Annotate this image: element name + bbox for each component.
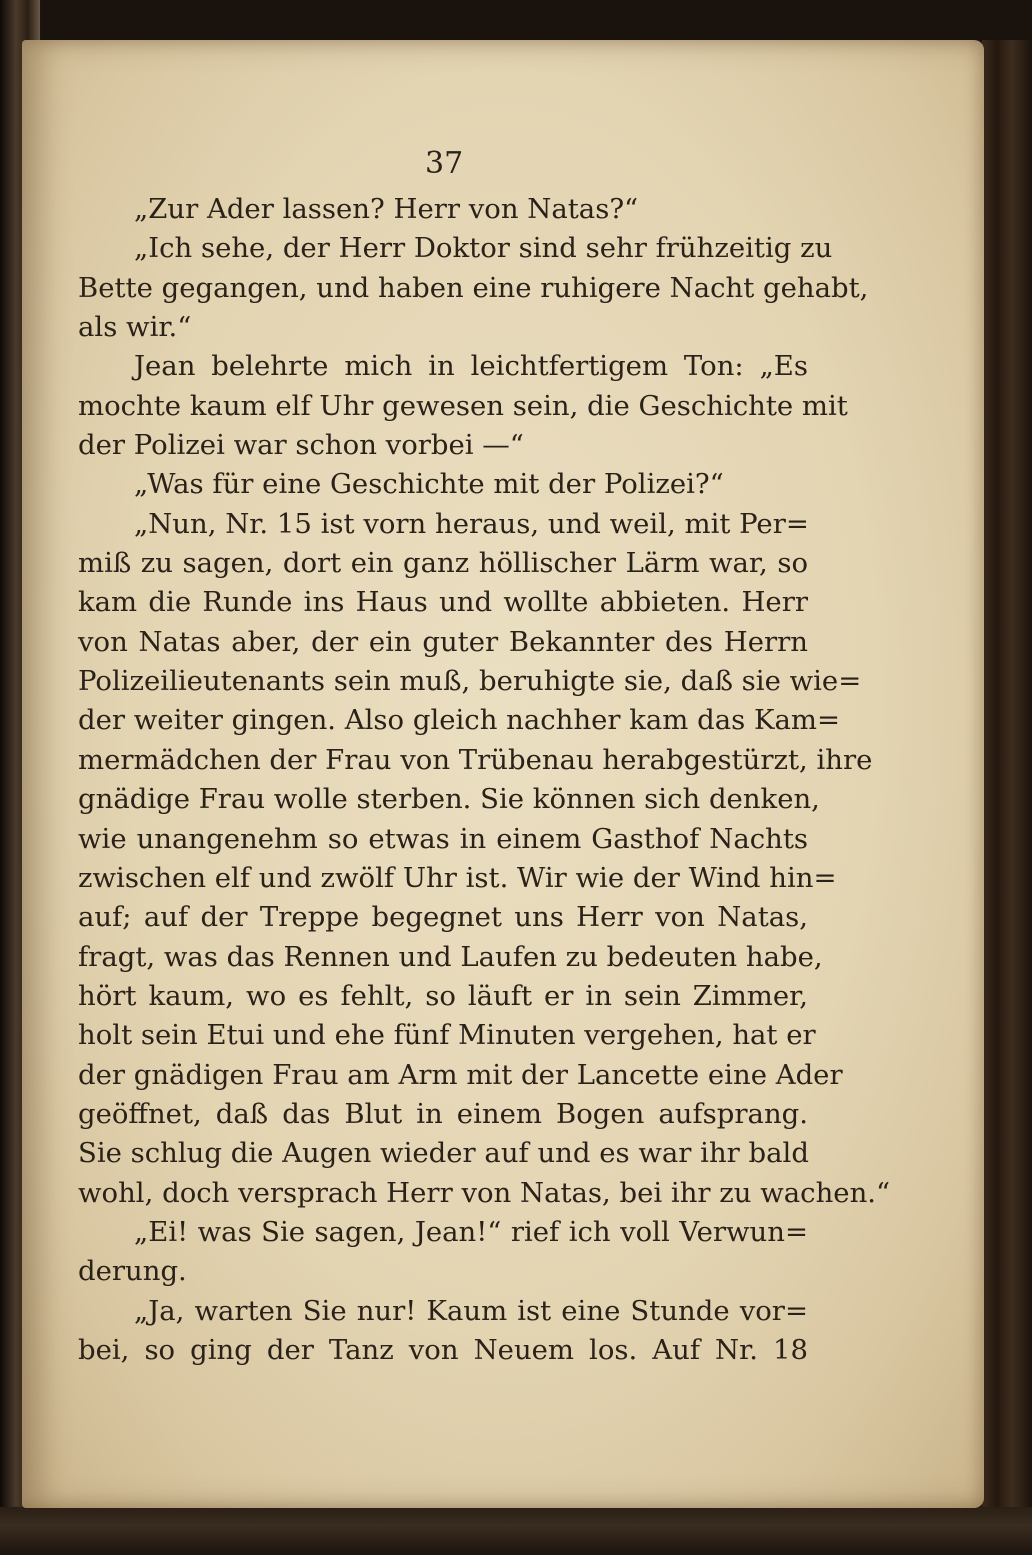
text-line: Sie schlug die Augen wieder auf und es war ihr bald: [78, 1137, 809, 1170]
text-line: hört kaum, wo es fehlt, so läuft er in sein Zimmer,: [78, 979, 808, 1012]
text-line: geöffnet, daß das Blut in einem Bogen aufsprang.: [78, 1097, 808, 1130]
text-line: gnädige Frau wolle sterben. Sie können sich denken,: [78, 783, 820, 816]
text-line: Polizeilieutenants sein muß, beruhigte sie, daß sie wie=: [78, 665, 862, 698]
text-line: „Ja, warten Sie nur! Kaum ist eine Stunde vor=: [134, 1294, 808, 1327]
text-line: fragt, was das Rennen und Laufen zu bedeuten habe,: [78, 940, 823, 973]
book-cover-right: [982, 40, 1032, 1520]
text-line: „Was für eine Geschichte mit der Polizei?“: [134, 468, 724, 501]
text-line: holt sein Etui und ehe fünf Minuten vergehen, hat er: [78, 1019, 816, 1052]
text-line: derung.: [78, 1255, 187, 1288]
text-line: Bette gegangen, und haben eine ruhigere Nacht gehabt,: [78, 271, 869, 304]
text-line: „Ich sehe, der Herr Doktor sind sehr frühzeitig zu: [134, 232, 833, 265]
text-line: der gnädigen Frau am Arm mit der Lancette eine Ader: [78, 1058, 843, 1091]
text-line: zwischen elf und zwölf Uhr ist. Wir wie der Wind hin=: [78, 861, 837, 894]
text-line: der weiter gingen. Also gleich nachher kam das Kam=: [78, 704, 841, 737]
text-line: „Ei! was Sie sagen, Jean!“ rief ich voll Verwun=: [134, 1215, 808, 1248]
text-line: wohl, doch versprach Herr von Natas, bei ihr zu wachen.“: [78, 1176, 891, 1209]
book-cover-bottom: [0, 1507, 1032, 1555]
text-line: von Natas aber, der ein guter Bekannter des Herrn: [78, 625, 808, 658]
text-line: „Nun, Nr. 15 ist vorn heraus, und weil, mit Per=: [134, 507, 809, 540]
text-line: auf; auf der Treppe begegnet uns Herr von Natas,: [78, 901, 808, 934]
text-line: als wir.“: [78, 311, 192, 344]
text-line: mermädchen der Frau von Trübenau herabgestürzt, ihre: [78, 743, 873, 776]
text-line: mochte kaum elf Uhr gewesen sein, die Geschichte mit: [78, 389, 848, 422]
text-line: miß zu sagen, dort ein ganz höllischer Lärm war, so: [78, 547, 808, 580]
text-line: wie unangenehm so etwas in einem Gasthof Nachts: [78, 822, 808, 855]
page-number: 37: [425, 146, 464, 181]
text-line: „Zur Ader lassen? Herr von Natas?“: [134, 193, 639, 225]
text-line: der Polizei war schon vorbei —“: [78, 429, 524, 462]
text-line: kam die Runde ins Haus und wollte abbieten. Herr: [78, 586, 808, 619]
text-line: Jean belehrte mich in leichtfertigem Ton: „Es: [134, 350, 808, 383]
text-line: bei, so ging der Tanz von Neuem los. Auf Nr. 18: [78, 1333, 808, 1366]
text-block: [78, 190, 891, 1370]
